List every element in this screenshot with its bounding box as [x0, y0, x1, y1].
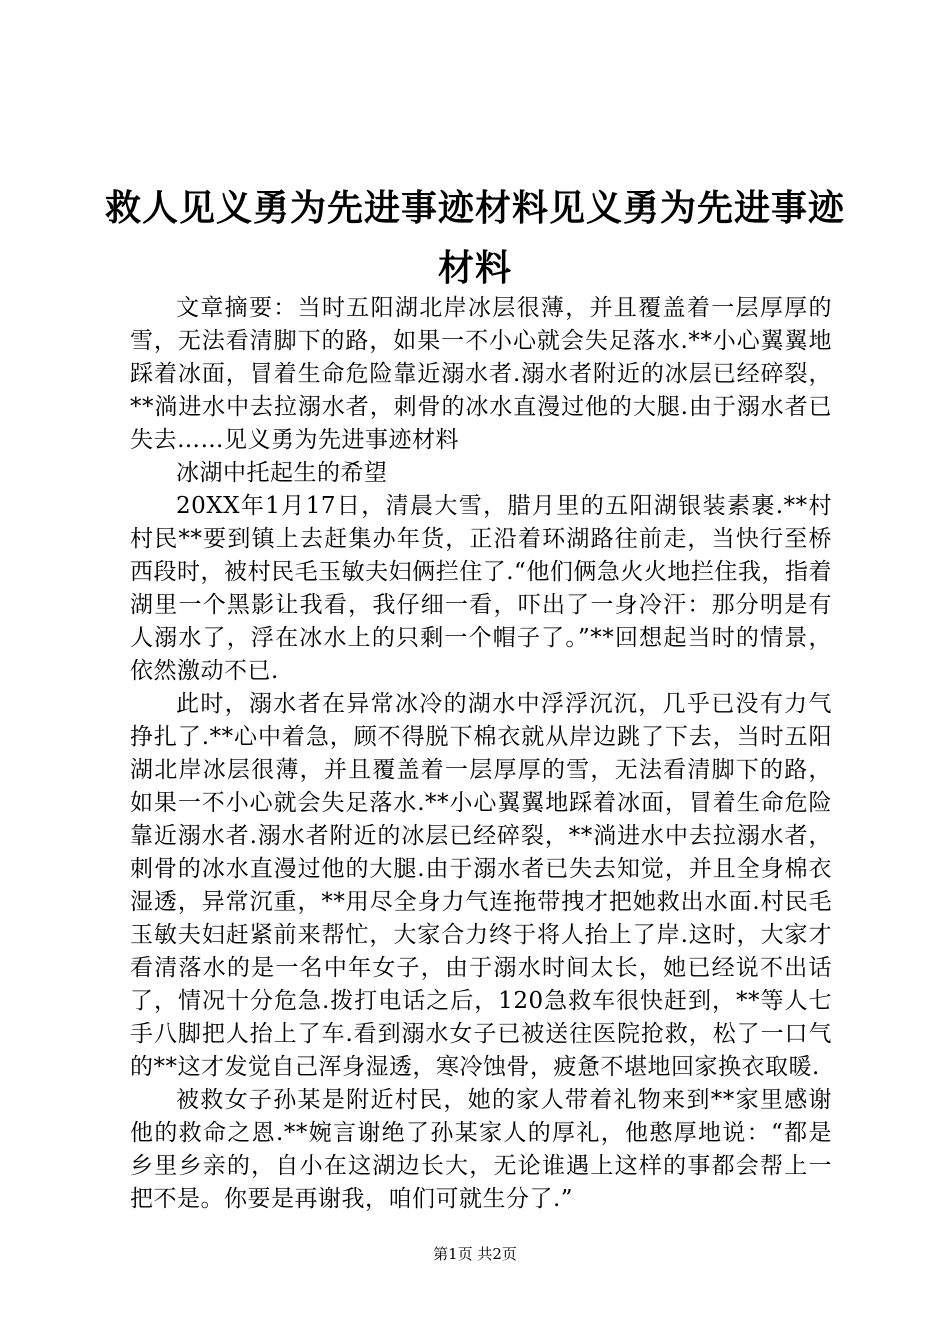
- page-number-indicator: 第1页 共2页: [433, 1245, 517, 1263]
- document-body: [130, 292, 832, 1216]
- abstract-paragraph: 文章摘要：当时五阳湖北岸冰层很薄，并且覆盖着一层厚厚的雪，无法看清脚下的路，如果一不小心就会失足落水.**小心翼翼地踩着冰面，冒着生命危险靠近溺水者.溺水者附近的冰层已经碎裂，**淌进水中去拉溺水者，刺骨的冰水直漫过他的大腿.由于溺水者已失去……见义勇为先进事迹材料: [130, 295, 832, 453]
- document-title: 救人见义勇为先进事迹材料见义勇为先进事迹材料: [104, 187, 845, 289]
- page-footer: [0, 1244, 950, 1264]
- body-paragraph: 被救女子孙某是附近村民，她的家人带着礼物来到**家里感谢他的救命之恩.**婉言谢绝了孙某家人的厚礼，他憨厚地说：“都是乡里乡亲的，自小在这湖边长大，无论谁遇上这样的事都会帮上一把不是。你要是再谢我，咱们可就生分了.”: [130, 1087, 832, 1212]
- body-paragraph: 此时，溺水者在异常冰冷的湖水中浮浮沉沉，几乎已没有力气挣扎了.**心中着急，顾不得脱下棉衣就从岸边跳了下去，当时五阳湖北岸冰层很薄，并且覆盖着一层厚厚的雪，无法看清脚下的路，如果一不小心就会失足落水.**小心翼翼地踩着冰面，冒着生命危险靠近溺水者.溺水者附近的冰层已经碎裂，**淌进水中去拉溺水者，刺骨的冰水直漫过他的大腿.由于溺水者已失去知觉，并且全身棉衣湿透，异常沉重，**用尽全身力气连拖带拽才把她救出水面.村民毛玉敏夫妇赶紧前来帮忙，大家合力终于将人抬上了岸.这时，大家才看清落水的是一名中年女子，由于溺水时间太长，她已经说不出话了，情况十分危急.拨打电话之后，120急救车很快赶到，**等人七手八脚把人抬上了车.看到溺水女子已被送往医院抢救，松了一口气的**这才发觉自己浑身湿透，寒冷蚀骨，疲惫不堪地回家换衣取暖.: [130, 691, 832, 1080]
- body-paragraph: 20XX年1月17日，清晨大雪，腊月里的五阳湖银装素裹.**村村民**要到镇上去赶集办年货，正沿着环湖路往前走，当快行至桥西段时，被村民毛玉敏夫妇俩拦住了.“他们俩急火火地拦住我，指着湖里一个黑影让我看，我仔细一看，吓出了一身冷汗：那分明是有人溺水了，浮在冰水上的只剩一个帽子了。”**回想起当时的情景，依然激动不已.: [130, 493, 832, 684]
- section-subheading: 冰湖中托起生的希望: [176, 460, 388, 486]
